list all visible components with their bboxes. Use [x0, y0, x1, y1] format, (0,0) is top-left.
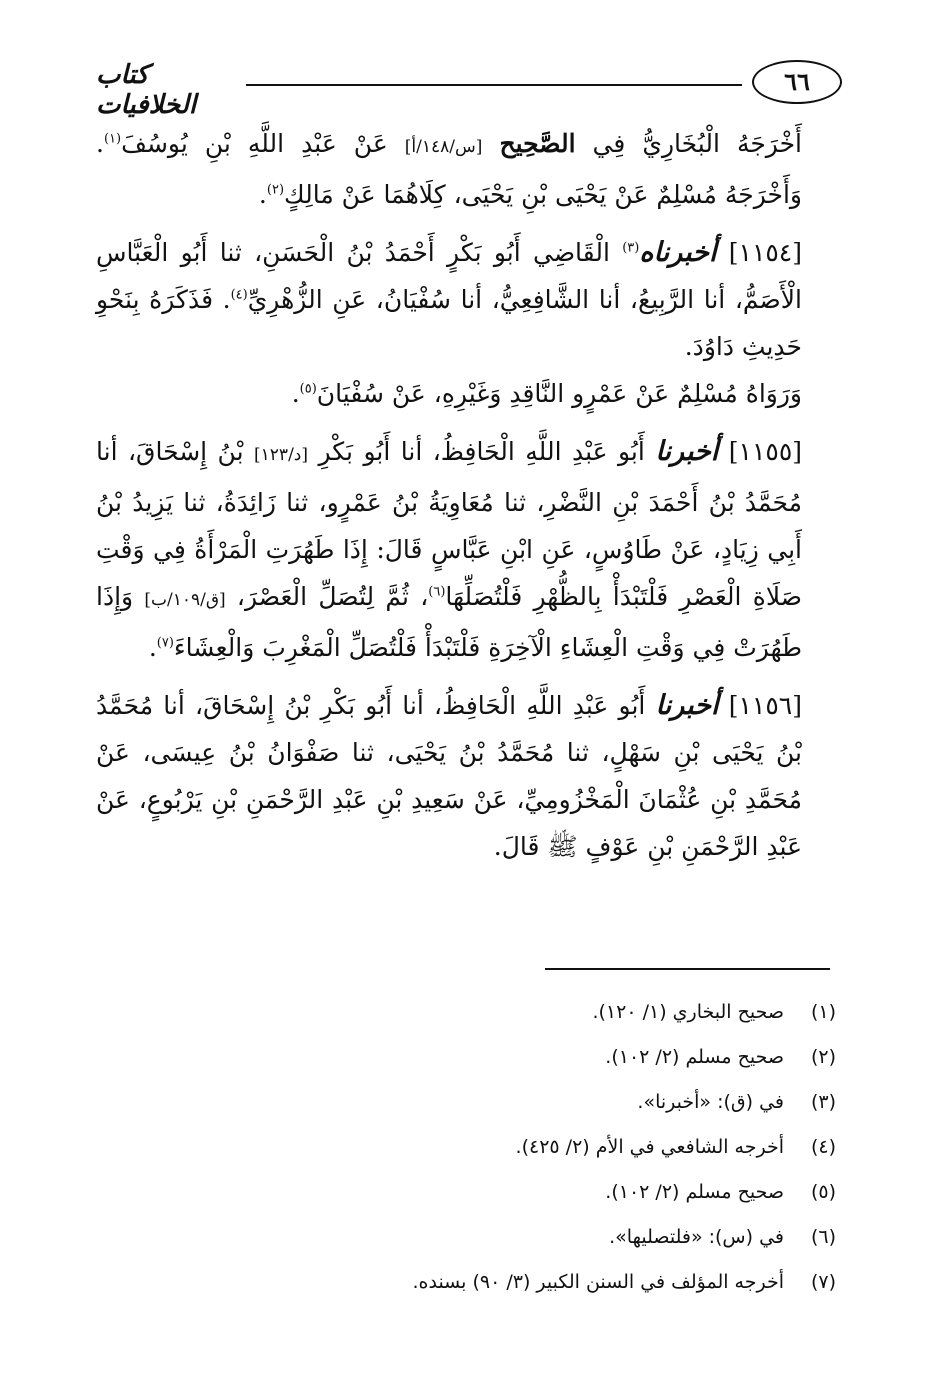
footnote-number: (٤) — [810, 1136, 836, 1158]
footnote-separator — [545, 968, 830, 970]
footnote-ref[interactable]: (١) — [103, 131, 122, 147]
footnote-4 — [96, 1125, 836, 1170]
hadith-number: [١١٥٥] — [728, 437, 803, 466]
footnote-text: في (س): «فلتصليها». — [609, 1226, 784, 1248]
footnote-3 — [96, 1080, 836, 1125]
text: بْنُ إِسْحَاقَ، أنا مُحَمَّدُ بْنُ أَحْمَدَ بْنِ النَّضْرِ، ثنا مُعَاوِيَةُ بْنُ عَمْرٍو، ثنا زَائِدَةُ، ثنا يَزِيدُ بْنُ أَبِي زِيَادٍ، عَنْ طَاوُسٍ، عَنِ ابْنِ عَبَّاسٍ قَالَ: إِذَا طَهُرَتِ الْمَرْأَةُ فِي وَقْتِ صَلَاةِ الْعَصْرِ فَلْتَبْدَأْ بِالظُّهْرِ فَلْتُصَلِّهَا — [96, 437, 802, 611]
main-text — [96, 120, 842, 870]
footnote-number: (١) — [810, 1001, 836, 1023]
ikhbar-word: أخبرناه — [639, 237, 717, 268]
footnote-number: (٦) — [810, 1226, 836, 1248]
footnote-text: صحيح البخاري (١/ ١٢٠). — [592, 1001, 784, 1023]
manuscript-ref: [د/١٢٣] — [254, 445, 308, 465]
text: وَرَوَاهُ مُسْلِمٌ عَنْ عَمْرٍو النَّاقِدِ وَغَيْرِهِ، عَنْ سُفْيَانَ — [316, 379, 802, 408]
footnote-ref[interactable]: (٧) — [156, 635, 174, 651]
manuscript-ref: [س/١٤٨/أ] — [404, 137, 483, 157]
hadith-1155 — [96, 428, 842, 671]
hadith-number: [١١٥٤] — [728, 238, 802, 267]
running-title: كتاب الخلافيات — [96, 60, 197, 120]
text: ، ثُمَّ لِتُصَلِّ الْعَصْرَ، — [225, 582, 429, 611]
footnote-text: أخرجه الشافعي في الأم (٢/ ٤٢٥). — [515, 1136, 784, 1158]
footnote-number: (٣) — [810, 1091, 836, 1113]
footnote-5 — [96, 1170, 836, 1215]
hadith-1156 — [96, 682, 842, 870]
footnote-ref[interactable]: (٣) — [622, 240, 640, 256]
page-header — [96, 60, 842, 120]
manuscript-ref: [ق/١٠٩/ب] — [144, 590, 226, 610]
footnote-number: (٥) — [810, 1181, 836, 1203]
footnote-number: (٧) — [810, 1271, 836, 1293]
text: . — [291, 379, 300, 408]
text: الْقَاضِي أَبُو بَكْرٍ أَحْمَدُ بْنُ الْحَسَنِ، ثنا أَبُو الْعَبَّاسِ الْأَصَمُّ، أنا الرَّبِيعُ، أنا الشَّافِعِيُّ، أنا سُفْيَانُ، عَنِ الزُّهْرِيِّ — [96, 238, 802, 314]
footnote-2 — [96, 1035, 836, 1080]
footnote-6 — [96, 1215, 836, 1260]
text: . — [258, 180, 267, 209]
footnote-text: صحيح مسلم (٢/ ١٠٢). — [605, 1181, 784, 1203]
footnote-number: (٢) — [810, 1046, 836, 1068]
hadith-1154 — [96, 229, 842, 370]
footnotes — [96, 990, 836, 1305]
text: عَنْ عَبْدِ اللَّهِ بْنِ يُوسُفَ — [121, 129, 405, 158]
footnote-7 — [96, 1260, 836, 1305]
hadith-number: [١١٥٦] — [728, 691, 802, 720]
ikhbar-word: أخبرنا — [655, 690, 719, 721]
footnote-ref[interactable]: (٥) — [299, 381, 317, 397]
footnote-ref[interactable]: (٤) — [230, 287, 248, 303]
footnote-text: صحيح مسلم (٢/ ١٠٢). — [605, 1046, 784, 1068]
text: . — [148, 633, 157, 662]
text: أَبُو عَبْدِ اللَّهِ الْحَافِظُ، أنا أَبُو بَكْرِ — [308, 437, 656, 466]
footnote-1 — [96, 990, 836, 1035]
footnote-ref[interactable]: (٢) — [266, 182, 285, 198]
text: . وَأَخْرَجَهُ مُسْلِمٌ عَنْ يَحْيَى بْنِ يَحْيَى، كِلَاهُمَا عَنْ مَالِكٍ — [96, 129, 802, 209]
text: وَإِذَا طَهُرَتْ فِي وَقْتِ الْعِشَاءِ الْآخِرَةِ فَلْتَبْدَأْ فَلْتُصَلِّ الْمَغْرِبَ وَالْعِشَاءَ — [96, 582, 802, 662]
footnote-ref[interactable]: (٦) — [428, 584, 446, 600]
footnote-text: أخرجه المؤلف في السنن الكبير (٣/ ٩٠) بسنده. — [412, 1271, 784, 1293]
text: أَبُو عَبْدِ اللَّهِ الْحَافِظُ، أنا أَبُو بَكْرِ بْنُ إِسْحَاقَ، أنا مُحَمَّدُ بْنُ يَحْيَى بْنِ سَهْلٍ، ثنا مُحَمَّدُ بْنُ يَحْيَى، ثنا صَفْوَانُ بْنُ عِيسَى، عَنْ مُحَمَّدِ بْنِ عُثْمَانَ الْمَخْزُومِيِّ، عَنْ سَعِيدِ بْنِ عَبْدِ الرَّحْمَنِ بْنِ يَرْبُوعٍ، عَنْ عَبْدِ الرَّحْمَنِ بْنِ عَوْفٍ ﷺ قَالَ. — [96, 691, 802, 861]
paragraph-1 — [96, 120, 842, 218]
paragraph-3 — [96, 370, 842, 417]
text: أَخْرَجَهُ الْبُخَارِيُّ فِي — [575, 129, 802, 158]
header-rule — [246, 84, 742, 86]
footnote-text: في (ق): «أخبرنا». — [637, 1091, 784, 1113]
sahih-title: الصَّحِيح — [499, 129, 576, 158]
text: . فَذَكَرَهُ بِنَحْوِ حَدِيثِ دَاوُدَ. — [96, 285, 802, 361]
ikhbar-word: أخبرنا — [655, 436, 719, 467]
page-number: ٦٦ — [752, 60, 842, 104]
